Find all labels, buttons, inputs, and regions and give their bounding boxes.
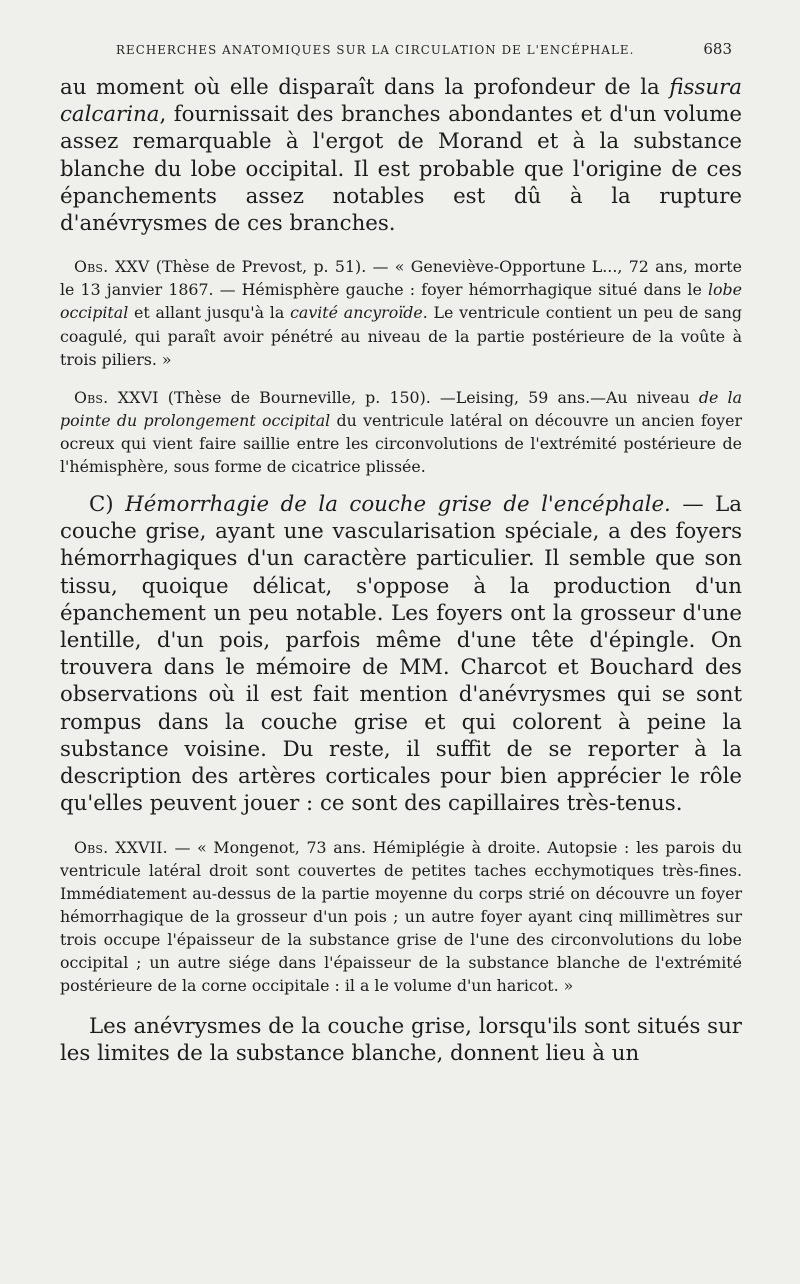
observation-26-text-1: (Thèse de Bourneville, p. 150). —Leising, 59 ans.—Au niveau	[158, 387, 699, 407]
spacer	[60, 371, 742, 386]
section-c-body: — La couche grise, ayant une vascularisation spéciale, a des foyers hémorrhagiques d'un caractère particulier. Il semble que son tissu, quoique délicat, s'oppose à la production d'un épanchement un peu notable. Les foyers ont la grosseur d'une lentille, d'un pois, parfois même d'une tête d'épingle. On trouvera dans le mémoire de MM. Charcot et Bouchard des observations où il est fait mention d'anévrysmes qui se sont rompus dans la couche grise et qui colorent à peine la substance voisine. Du reste, il suffit de se reporter à la description des artères corticales pour bien apprécier le rôle qu'elles peuvent jouer : ce sont des capillaires très-tenus.	[60, 492, 742, 817]
spacer	[60, 818, 742, 836]
observation-25-text-3: . Le ventricule contient un peu de sang coagulé, qui paraît avoir pénétré au niveau de la partie postérieure de la voûte à trois piliers. »	[60, 303, 742, 369]
spacer	[60, 997, 742, 1013]
spacer	[60, 478, 742, 491]
observation-25-label: Obs. XXV	[74, 257, 150, 277]
observation-27	[60, 836, 742, 998]
observation-25	[60, 255, 742, 370]
opening-italic-term: fissura calcarina	[60, 75, 742, 128]
opening-text-2: , fournissait des branches abondantes et d'un volume assez remarquable à l'ergot de Morand et à la substance blanche du lobe occipital. Il est probable que l'origine de ces épanchements assez notables est dû à la rupture d'anévrysmes de ces branches.	[60, 102, 742, 237]
observation-27-label: Obs. XXVII.	[74, 837, 168, 857]
closing-paragraph	[60, 1013, 742, 1067]
closing-text: Les anévrysmes de la couche grise, lorsqu'ils sont situés sur les limites de la substance blanche, donnent lieu à un	[60, 1014, 742, 1067]
page-number: 683	[703, 40, 732, 58]
observation-26-italic: de la pointe du prolongement occipital	[60, 387, 742, 430]
observation-26	[60, 386, 742, 478]
opening-text-1: au moment où elle disparaît dans la profondeur de la	[60, 75, 670, 100]
opening-paragraph	[60, 74, 742, 237]
section-c-marker: C)	[89, 492, 126, 518]
section-c-title: Hémorrhagie de la couche grise de l'encéphale.	[125, 492, 671, 518]
spacer	[60, 237, 742, 255]
observation-26-label: Obs. XXVI	[74, 387, 159, 407]
observation-25-text-1: (Thèse de Prevost, p. 51). — « Geneviève-Opportune L..., 72 ans, morte le 13 janvier 1867. — Hémisphère gauche : foyer hémorrhagique situé dans le	[60, 257, 742, 300]
observation-25-text-2: et allant jusqu'à la	[128, 303, 291, 323]
running-title: RECHERCHES ANATOMIQUES SUR LA CIRCULATION DE L'ENCÉPHALE.	[116, 43, 635, 57]
observation-26-text-2: du ventricule latéral on découvre un ancien foyer ocreux qui vient faire saillie entre les circonvolutions de l'extrémité postérieure de l'hémisphère, sous forme de cicatrice plissée.	[60, 410, 743, 476]
section-c-paragraph	[60, 491, 742, 817]
running-header	[60, 40, 742, 74]
spacer	[60, 1068, 742, 1082]
observation-27-text: — « Mongenot, 73 ans. Hémiplégie à droite. Autopsie : les parois du ventricule latéral droit sont couvertes de petites taches ecchymotiques très-fines. Immédiatement au-dessus de la partie moyenne du corps strié on découvre un foyer hémorrhagique de la grosseur d'un pois ; un autre foyer ayant cinq millimètres sur trois occupe l'épaisseur de la substance grise de l'une des circonvolutions du lobe occipital ; un autre siége dans l'épaisseur de la substance blanche de l'extrémité postérieure de la corne occipitale : il a le volume d'un haricot. »	[60, 837, 743, 996]
observation-25-italic-1: lobe occipital	[60, 280, 742, 323]
observation-25-italic-2: cavité ancyroïde	[290, 303, 423, 323]
